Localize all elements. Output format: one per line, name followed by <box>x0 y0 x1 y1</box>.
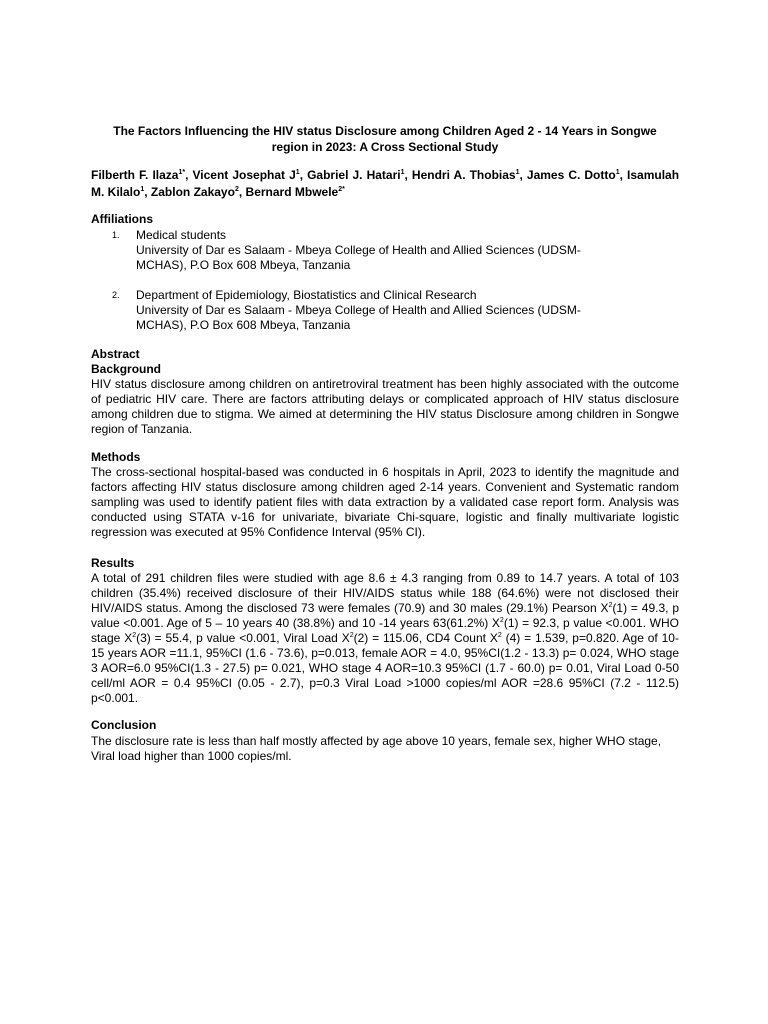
affiliation-number: 2. <box>112 290 120 300</box>
results-text: (4) = 1.539, p=0.820. Age of 10-15 years AOR =11.1, 95%CI (1.6 - 73.6), p=0.013, female AOR = 4.0, 95%CI(1.2 - 13.3) p= 0.024, WHO stage 3 AOR=6.0 95%CI(1.3 - 27.5) p= 0.021, WHO stage 4 AOR=10.3 95%CI (1.7 - 60.0) p= 0.01, Viral Load 0-50 cell/ml AOR = 0.4 95%CI (0.05 - 2.7), p=0.3 Viral Load >1000 copies/ml AOR =28.6 95%CI (7.2 - 112.5) p<0.001. <box>91 631 679 705</box>
affiliations-heading: Affiliations <box>91 212 153 226</box>
author-separator: , <box>238 185 246 199</box>
author-affiliation-marker: 1 <box>400 169 405 176</box>
superscript: 2 <box>499 617 504 624</box>
author-name: Zablon Zakayo <box>150 185 235 199</box>
superscript: 2 <box>349 632 354 639</box>
conclusion-paragraph: The disclosure rate is less than half mostly affected by age above 10 years, female sex, higher WHO stage, Viral load higher than 1000 copies/ml. <box>91 734 662 763</box>
author-name: James C. Dotto <box>526 168 616 182</box>
methods-heading: Methods <box>91 450 141 464</box>
results-paragraph <box>91 571 679 706</box>
author-separator: , <box>144 185 151 199</box>
author-affiliation-marker: 1* <box>178 169 186 176</box>
title-line-2: region in 2023: A Cross Sectional Study <box>271 140 499 154</box>
paper-title <box>92 123 678 155</box>
results-text: (2) = 115.06, CD4 Count X <box>353 631 498 645</box>
superscript: 2 <box>132 632 137 639</box>
affiliation-line: Medical students <box>136 228 227 242</box>
affiliation-line: Department of Epidemiology, Biostatistics and Clinical Research <box>136 288 477 302</box>
author-separator: , <box>404 168 412 182</box>
author-name: Bernard Mbwele <box>245 185 339 199</box>
author-separator: , <box>519 168 527 182</box>
affiliation-number: 1. <box>112 230 120 240</box>
author-affiliation-marker: 2* <box>338 186 345 193</box>
results-text: (1) = 49.3, p value <0.001. Age of 5 – 10 years 40 (38.8%) and 10 -14 years 63(61.2%) X <box>91 601 679 630</box>
author-name: Hendri A. Thobias <box>411 168 516 182</box>
author-affiliation-marker: 1 <box>140 186 145 193</box>
author-separator: , <box>185 168 193 182</box>
author-name: Filberth F. Ilaza <box>91 168 179 182</box>
superscript: 2 <box>608 602 613 609</box>
author-affiliation-marker: 1 <box>295 169 300 176</box>
background-paragraph: HIV status disclosure among children on antiretroviral treatment has been highly associated with the outcome of pediatric HIV care. There are factors attributing delays or complicated approach of HIV status disclosure among children due to stigma. We aimed at determining the HIV status Disclosure among children in Songwe region of Tanzania. <box>91 377 679 436</box>
author-affiliation-marker: 1 <box>515 169 520 176</box>
affiliation-line: MCHAS), P.O Box 608 Mbeya, Tanzania <box>136 258 351 272</box>
affiliation-line: University of Dar es Salaam - Mbeya College of Health and Allied Sciences (UDSM- <box>136 303 581 317</box>
abstract-heading: Abstract <box>91 347 140 361</box>
author-name: Isamulah M. Kilalo <box>91 168 680 199</box>
conclusion-heading: Conclusion <box>91 718 157 732</box>
superscript: 2 <box>497 632 502 639</box>
author-separator: , <box>619 168 628 182</box>
methods-paragraph: The cross-sectional hospital-based was conducted in 6 hospitals in April, 2023 to identify the magnitude and factors affecting HIV status disclosure among children aged 2-14 years. Convenient and Systematic random sampling was used to identify patient files with data extraction by a validated case report form. Analysis was conducted using STATA v-16 for univariate, bivariate Chi-square, logistic and finally multivariate logistic regression was executed at 95% Confidence Interval (95% CI). <box>91 465 679 539</box>
results-heading: Results <box>91 556 135 570</box>
author-separator: , <box>299 168 308 182</box>
author-name: Gabriel J. Hatari <box>307 168 401 182</box>
results-text: (1) = 92.3, p value <0.001. WHO stage X <box>91 616 679 645</box>
author-list <box>91 167 679 201</box>
affiliation-line: University of Dar es Salaam - Mbeya College of Health and Allied Sciences (UDSM- <box>136 243 581 257</box>
author-name: Vicent Josephat J <box>192 168 296 182</box>
author-affiliation-marker: 2 <box>234 186 239 193</box>
results-text: (3) = 55.4, p value <0.001, Viral Load X <box>136 631 350 645</box>
author-affiliation-marker: 1 <box>615 169 620 176</box>
affiliation-line: MCHAS), P.O Box 608 Mbeya, Tanzania <box>136 318 351 332</box>
title-line-1: The Factors Influencing the HIV status Disclosure among Children Aged 2 - 14 Years in Songwe <box>113 124 657 138</box>
background-heading: Background <box>91 362 162 376</box>
results-text: A total of 291 children files were studied with age 8.6 ± 4.3 ranging from 0.89 to 14.7 years. A total of 103 children (35.4%) received disclosure of their HIV/AIDS status while 188 (64.6%) were not disclosed their HIV/AIDS status. Among the disclosed 73 were females (70.9) and 30 males (29.1%) Pearson X <box>91 571 679 615</box>
